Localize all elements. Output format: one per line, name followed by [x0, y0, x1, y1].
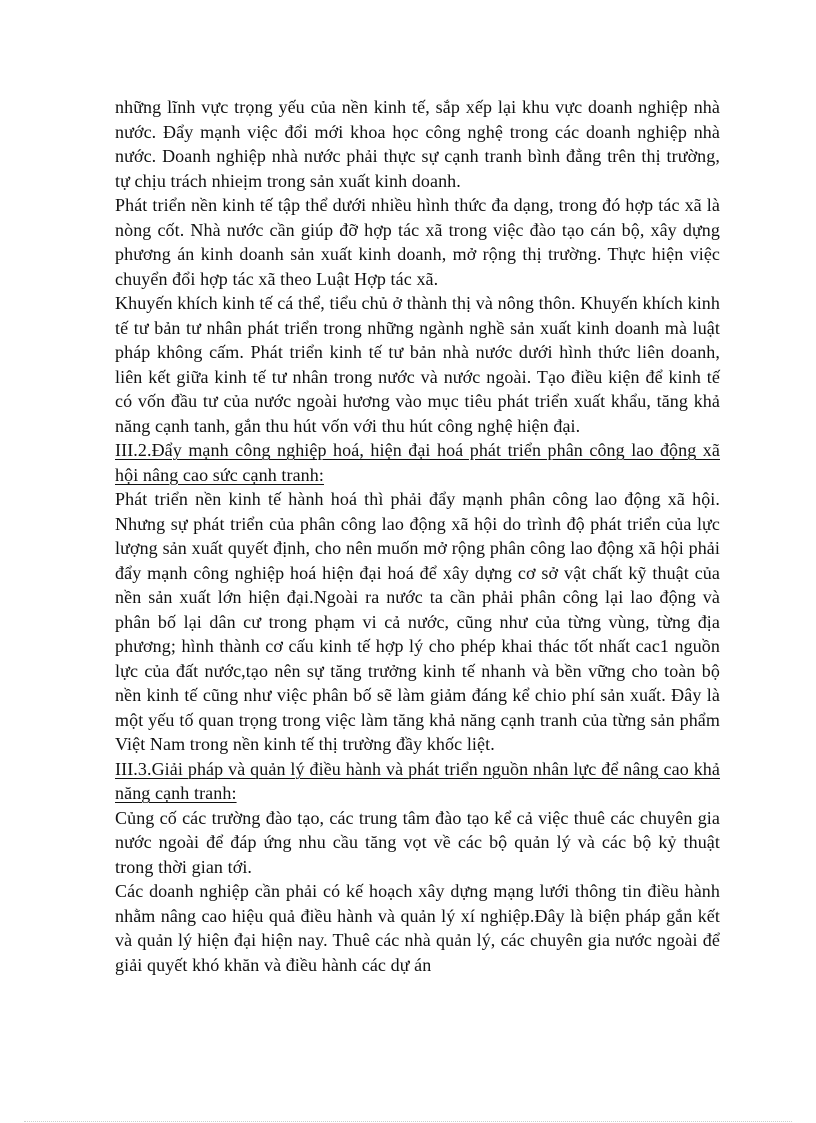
section-heading-iii-2: III.2.Đẩy mạnh công nghiệp hoá, hiện đại hoá phát triển phân công lao động xã hội nâng cao sức cạnh tranh: — [115, 440, 720, 485]
paragraph-labor-division: Phát triển nền kinh tế hành hoá thì phải đẩy mạnh phân công lao động xã hội. Nhưng sự phát triển của phân công lao động xã hội do trình độ phát triển của lực lượng sản xuất quyết định, cho nên muốn mở rộng phân công lao động xã hội phải đẩy mạnh công nghiệp hoá hiện đại hoá để xây dựng cơ sở vật chất kỹ thuật của nền sản xuất lớn hiện đại.Ngoài ra nước ta cần phải phân công lại lao động và phân bố lại dân cư trong phạm vi cả nước, cũng như của từng vùng, từng địa phương; hình thành cơ cấu kinh tế hợp lý cho phép khai thác tốt nhất cac1 nguồn lực của đất nước,tạo nên sự tăng trưởng kinh tế nhanh và bền vững cho toàn bộ nền kinh tế cũng như việc phân bố sẽ làm giảm đáng kể chio phí sản xuất. Đây là một yếu tố quan trọng trong việc làm tăng khả năng cạnh tranh của từng sản phẩm Việt Nam trong nền kinh tế thị trường đầy khốc liệt. — [115, 489, 720, 754]
paragraph-state-enterprises: những lĩnh vực trọng yếu của nền kinh tế, sắp xếp lại khu vực doanh nghiệp nhà nước. Đẩy mạnh việc đổi mới khoa học công nghệ trong các doanh nghiệp nhà nước. Doanh nghiệp nhà nước phải thực sự cạnh tranh bình đẳng trên thị trường, tự chịu trách nhieịm trong sản xuất kinh doanh. — [115, 97, 720, 191]
document-body — [115, 95, 720, 977]
paragraph-collective-economy: Phát triển nền kinh tế tập thể dưới nhiều hình thức đa dạng, trong đó hợp tác xã là nòng cốt. Nhà nước cần giúp đỡ hợp tác xã trong việc đào tạo cán bộ, xây dựng phương án kinh doanh sản xuất kinh doanh, mở rộng thị trường. Thực hiện việc chuyển đổi hợp tác xã theo Luật Hợp tác xã. — [115, 195, 720, 289]
paragraph-training: Củng cố các trường đào tạo, các trung tâm đào tạo kể cả việc thuê các chuyên gia nước ngoài để đáp ứng nhu cầu tăng vọt về các bộ quản lý và các bộ kỷ thuật trong thời gian tới. — [115, 807, 720, 877]
paragraph-private-economy: Khuyến khích kinh tế cá thể, tiểu chủ ở thành thị và nông thôn. Khuyến khích kinh tế tư bản tư nhân phát triển trong những ngành nghề sản xuất kinh doanh mà luật pháp không cấm. Phát triển kinh tế tư bản nhà nước dưới hình thức liên doanh, liên kết giữa kinh tế tư nhân trong nước và nước ngoài. Tạo điều kiện để kinh tế có vốn đầu tư của nước ngoài hương vào mục tiêu phát triển xuất khẩu, tăng khả năng cạnh tanh, gắn thu hút vốn với thu hút công nghệ hiện đại. — [115, 293, 720, 436]
section-heading-iii-3: III.3.Giải pháp và quản lý điều hành và phát triển nguồn nhân lực để nâng cao khả năng cạnh tranh: — [115, 758, 720, 803]
paragraph-information-network: Các doanh nghiệp cần phải có kế hoạch xây dựng mạng lưới thông tin điều hành nhằm nâng cao hiệu quả điều hành và quản lý xí nghiệp.Đây là biện pháp gắn kết và quản lý hiện đại hiện nay. Thuê các nhà quản lý, các chuyên gia nước ngoài để giải quyết khó khăn và điều hành các dự án — [115, 881, 720, 975]
page-bottom-divider — [24, 1121, 792, 1122]
